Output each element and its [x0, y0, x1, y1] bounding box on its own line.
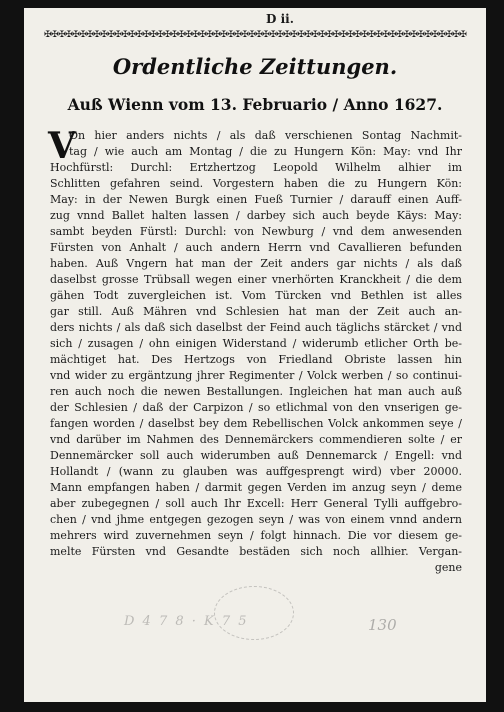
- text-line: haben. Auß Vngern hat man der Zeit anders gar nichts / als daß: [50, 257, 462, 270]
- text-line: gar still. Auß Mähren vnd Schlesien hat man der Zeit auch an-: [50, 305, 462, 318]
- text-line: Hochfürstl: Durchl: Ertzhertzog Leopold Wilhelm alhier im: [50, 161, 462, 174]
- text-line: Hollandt / (wann zu glauben was auffgesprengt wird) vber 20000.: [50, 465, 462, 478]
- text-line: vnd darüber im Nahmen des Dennemärckers commendieren solte / er: [50, 433, 462, 446]
- library-stamp: [214, 586, 294, 640]
- text-line: ren auch noch die newen Bestallungen. Ingleichen hat man auch auß: [50, 385, 462, 398]
- text-line: Schlitten gefahren seind. Vorgestern haben die zu Hungern Kön:: [50, 177, 462, 190]
- page-title: Ordentliche Zeittungen.: [112, 54, 398, 79]
- text-line: mehrers wird zuvernehmen seyn / folgt hinnach. Die vor diesem ge-: [50, 529, 462, 542]
- ornamental-border: ✠✠✠✠✠✠✠✠✠✠✠✠✠✠✠✠✠✠✠✠✠✠✠✠✠✠✠✠✠✠✠✠✠✠✠✠✠✠✠✠✠✠✠✠✠✠✠✠✠✠✠✠✠✠✠✠✠✠✠✠: [44, 30, 467, 40]
- text-line: mächtiget hat. Des Hertzogs von Friedland Obriste lassen hin: [50, 353, 462, 366]
- text-line: ders nichts / als daß sich daselbst der Feind auch täglichs stärcket / vnd: [50, 321, 462, 334]
- text-line: Mann empfangen haben / darmit gegen Verden im anzug seyn / deme: [50, 481, 462, 494]
- catchword: gene: [434, 561, 462, 574]
- dateline: Auß Wienn vom 13. Februario / Anno 1627.: [67, 95, 443, 114]
- text-line: Dennemärcker soll auch widerumben auß Dennemarck / Engell: vnd: [50, 449, 462, 462]
- text-line: May: in der Newen Burgk einen Fueß Turnier / darauff einen Auff-: [50, 193, 462, 206]
- text-line: tag / wie auch am Montag / die zu Hungern Kön: May: vnd Ihr: [69, 145, 462, 158]
- text-line: gähen Todt zuvergleichen ist. Vom Türcken vnd Bethlen ist alles: [50, 289, 462, 302]
- text-line: melte Fürsten vnd Gesandte bestäden sich noch allhier. Vergan-: [50, 545, 462, 558]
- text-line: chen / vnd jhme entgegen gezogen seyn / was von einem vnnd andern: [50, 513, 462, 526]
- drop-cap: V: [48, 125, 76, 167]
- newspaper-page: [24, 8, 486, 702]
- text-line: daselbst grosse Trübsall wegen einer vnerhörten Kranckheit / die dem: [50, 273, 462, 286]
- folio-note: 130: [368, 616, 397, 634]
- archive-stamp-text: D 4 7 8 · K 7 5: [124, 614, 249, 629]
- text-line: aber zubegegnen / soll auch Ihr Excell: Herr General Tylli auffgebro-: [50, 497, 462, 510]
- text-line: vnd wider zu ergäntzung jhrer Regimenter / Volck werben / so continui-: [50, 369, 462, 382]
- signature-mark: D ii.: [266, 12, 294, 26]
- text-line: sich / zusagen / ohn einigen Widerstand / widerumb etlicher Orth be-: [50, 337, 462, 350]
- text-line: der Schlesien / daß der Carpizon / so etlichmal von den vnserigen ge-: [50, 401, 462, 414]
- text-line: fangen worden / daselbst bey dem Rebellischen Volck ankommen seye /: [50, 417, 462, 430]
- text-line: Fürsten von Anhalt / auch andern Herrn vnd Cavallieren befunden: [50, 241, 462, 254]
- text-line: On hier anders nichts / als daß verschienen Sontag Nachmit-: [69, 129, 462, 142]
- text-line: sambt beyden Fürstl: Durchl: von Newburg / vnd dem anwesenden: [50, 225, 462, 238]
- text-line: zug vnnd Ballet halten lassen / darbey sich auch beyde Käys: May:: [50, 209, 462, 222]
